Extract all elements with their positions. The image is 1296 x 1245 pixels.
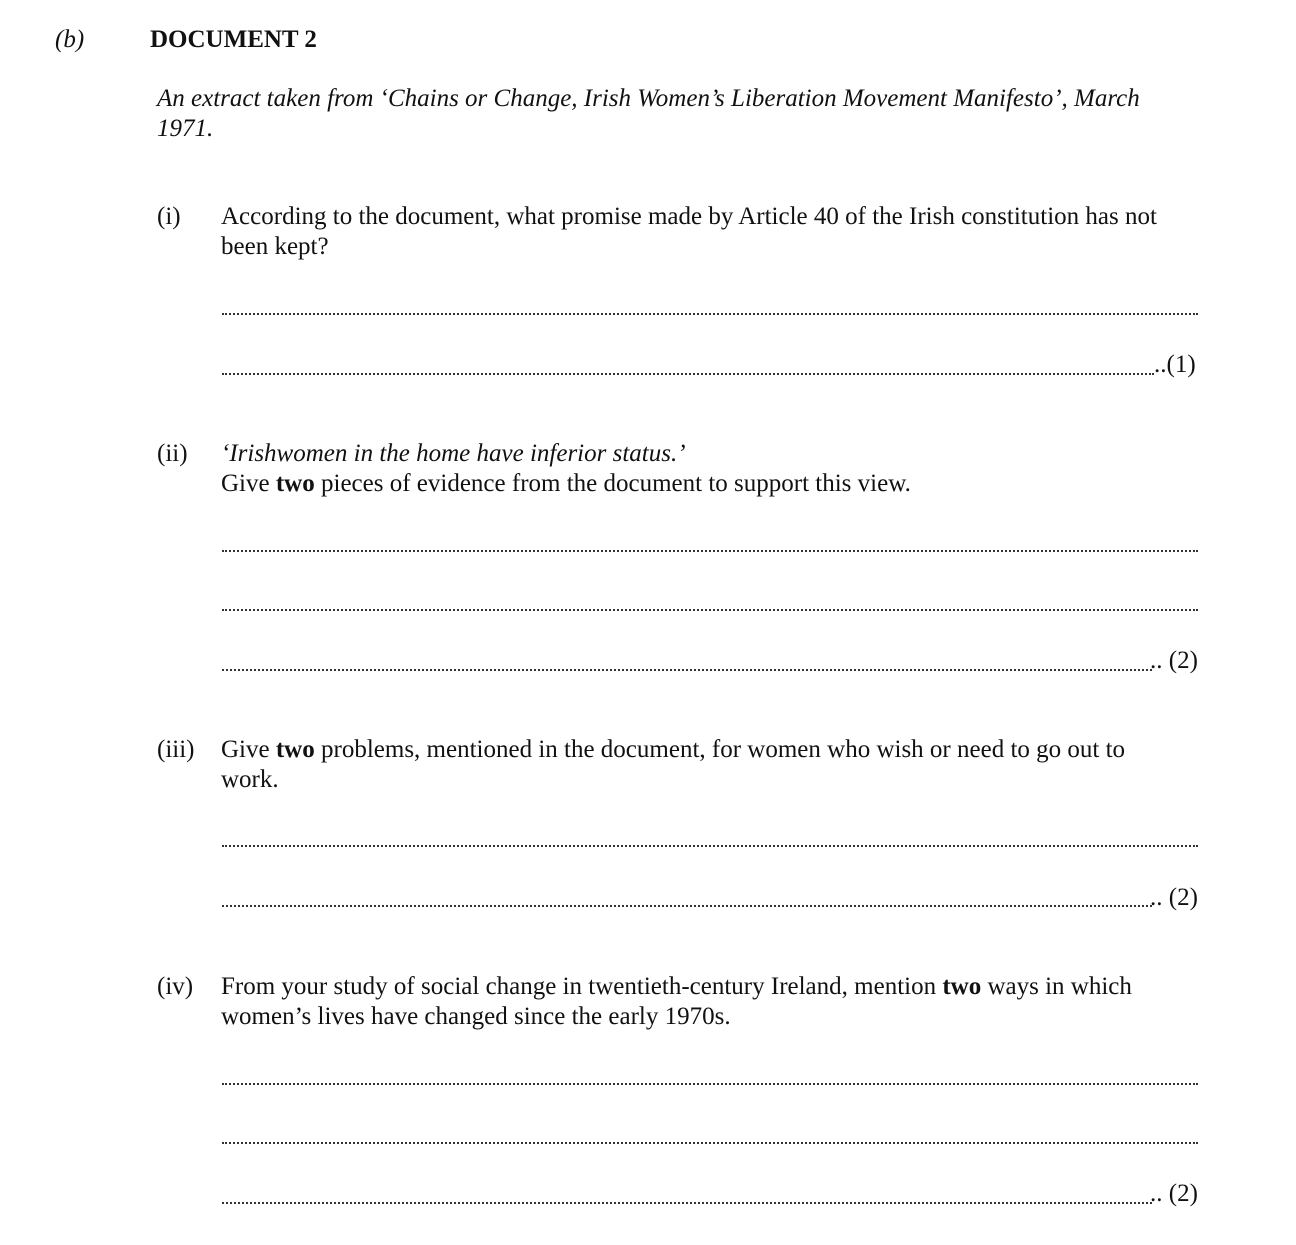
question-text-emphasis: two [942, 973, 982, 1000]
question-text-emphasis: two [275, 736, 315, 763]
answer-line[interactable] [222, 903, 1152, 907]
question-text-pre: From your study of social change in twentieth-century Ireland, mention [221, 973, 943, 1000]
question-text-post: ways in which [981, 973, 1132, 1000]
answer-line[interactable] [222, 843, 1198, 847]
question-text-line [221, 469, 911, 499]
marks-label: ..(1) [1154, 351, 1196, 378]
question-number: (i) [157, 203, 181, 230]
question-number: (iv) [157, 973, 194, 1000]
marks-label: .. (2) [1150, 884, 1198, 911]
marks-label: .. (2) [1150, 647, 1198, 674]
question-text-line-1 [221, 735, 1125, 765]
answer-line[interactable] [222, 1081, 1198, 1085]
question-text-line-1: According to the document, what promise made by Article 40 of the Irish constitution has not [221, 203, 1157, 230]
section-label: (b) [55, 26, 85, 53]
answer-line[interactable] [222, 667, 1152, 671]
source-line-1: An extract taken from ‘Chains or Change, Irish Women’s Liberation Movement Manifesto’, March [157, 85, 1140, 112]
question-text-line-2: women’s lives have changed since the early 1970s. [221, 1003, 731, 1030]
question-quote: ‘Irishwomen in the home have inferior status.’ [221, 440, 686, 467]
source-line-2: 1971. [157, 115, 214, 142]
question-text-line-1 [221, 972, 1132, 1002]
question-number: (iii) [157, 736, 195, 763]
question-text-pre: Give [221, 736, 276, 763]
answer-line[interactable] [222, 1140, 1198, 1144]
question-number: (ii) [157, 440, 188, 467]
question-text-line-2: been kept? [221, 233, 329, 260]
question-text-post: problems, mentioned in the document, for women who wish or need to go out to [314, 736, 1126, 763]
answer-line[interactable] [222, 311, 1198, 315]
answer-line[interactable] [222, 371, 1154, 375]
marks-label: .. (2) [1150, 1180, 1198, 1207]
document-title: DOCUMENT 2 [150, 26, 317, 53]
answer-line[interactable] [222, 548, 1198, 552]
question-text-emphasis: two [275, 470, 315, 497]
answer-line[interactable] [222, 1200, 1152, 1204]
question-text-pre: Give [221, 470, 276, 497]
question-text-post: pieces of evidence from the document to support this view. [314, 470, 911, 497]
question-text-line-2: work. [221, 766, 279, 793]
answer-line[interactable] [222, 607, 1198, 611]
